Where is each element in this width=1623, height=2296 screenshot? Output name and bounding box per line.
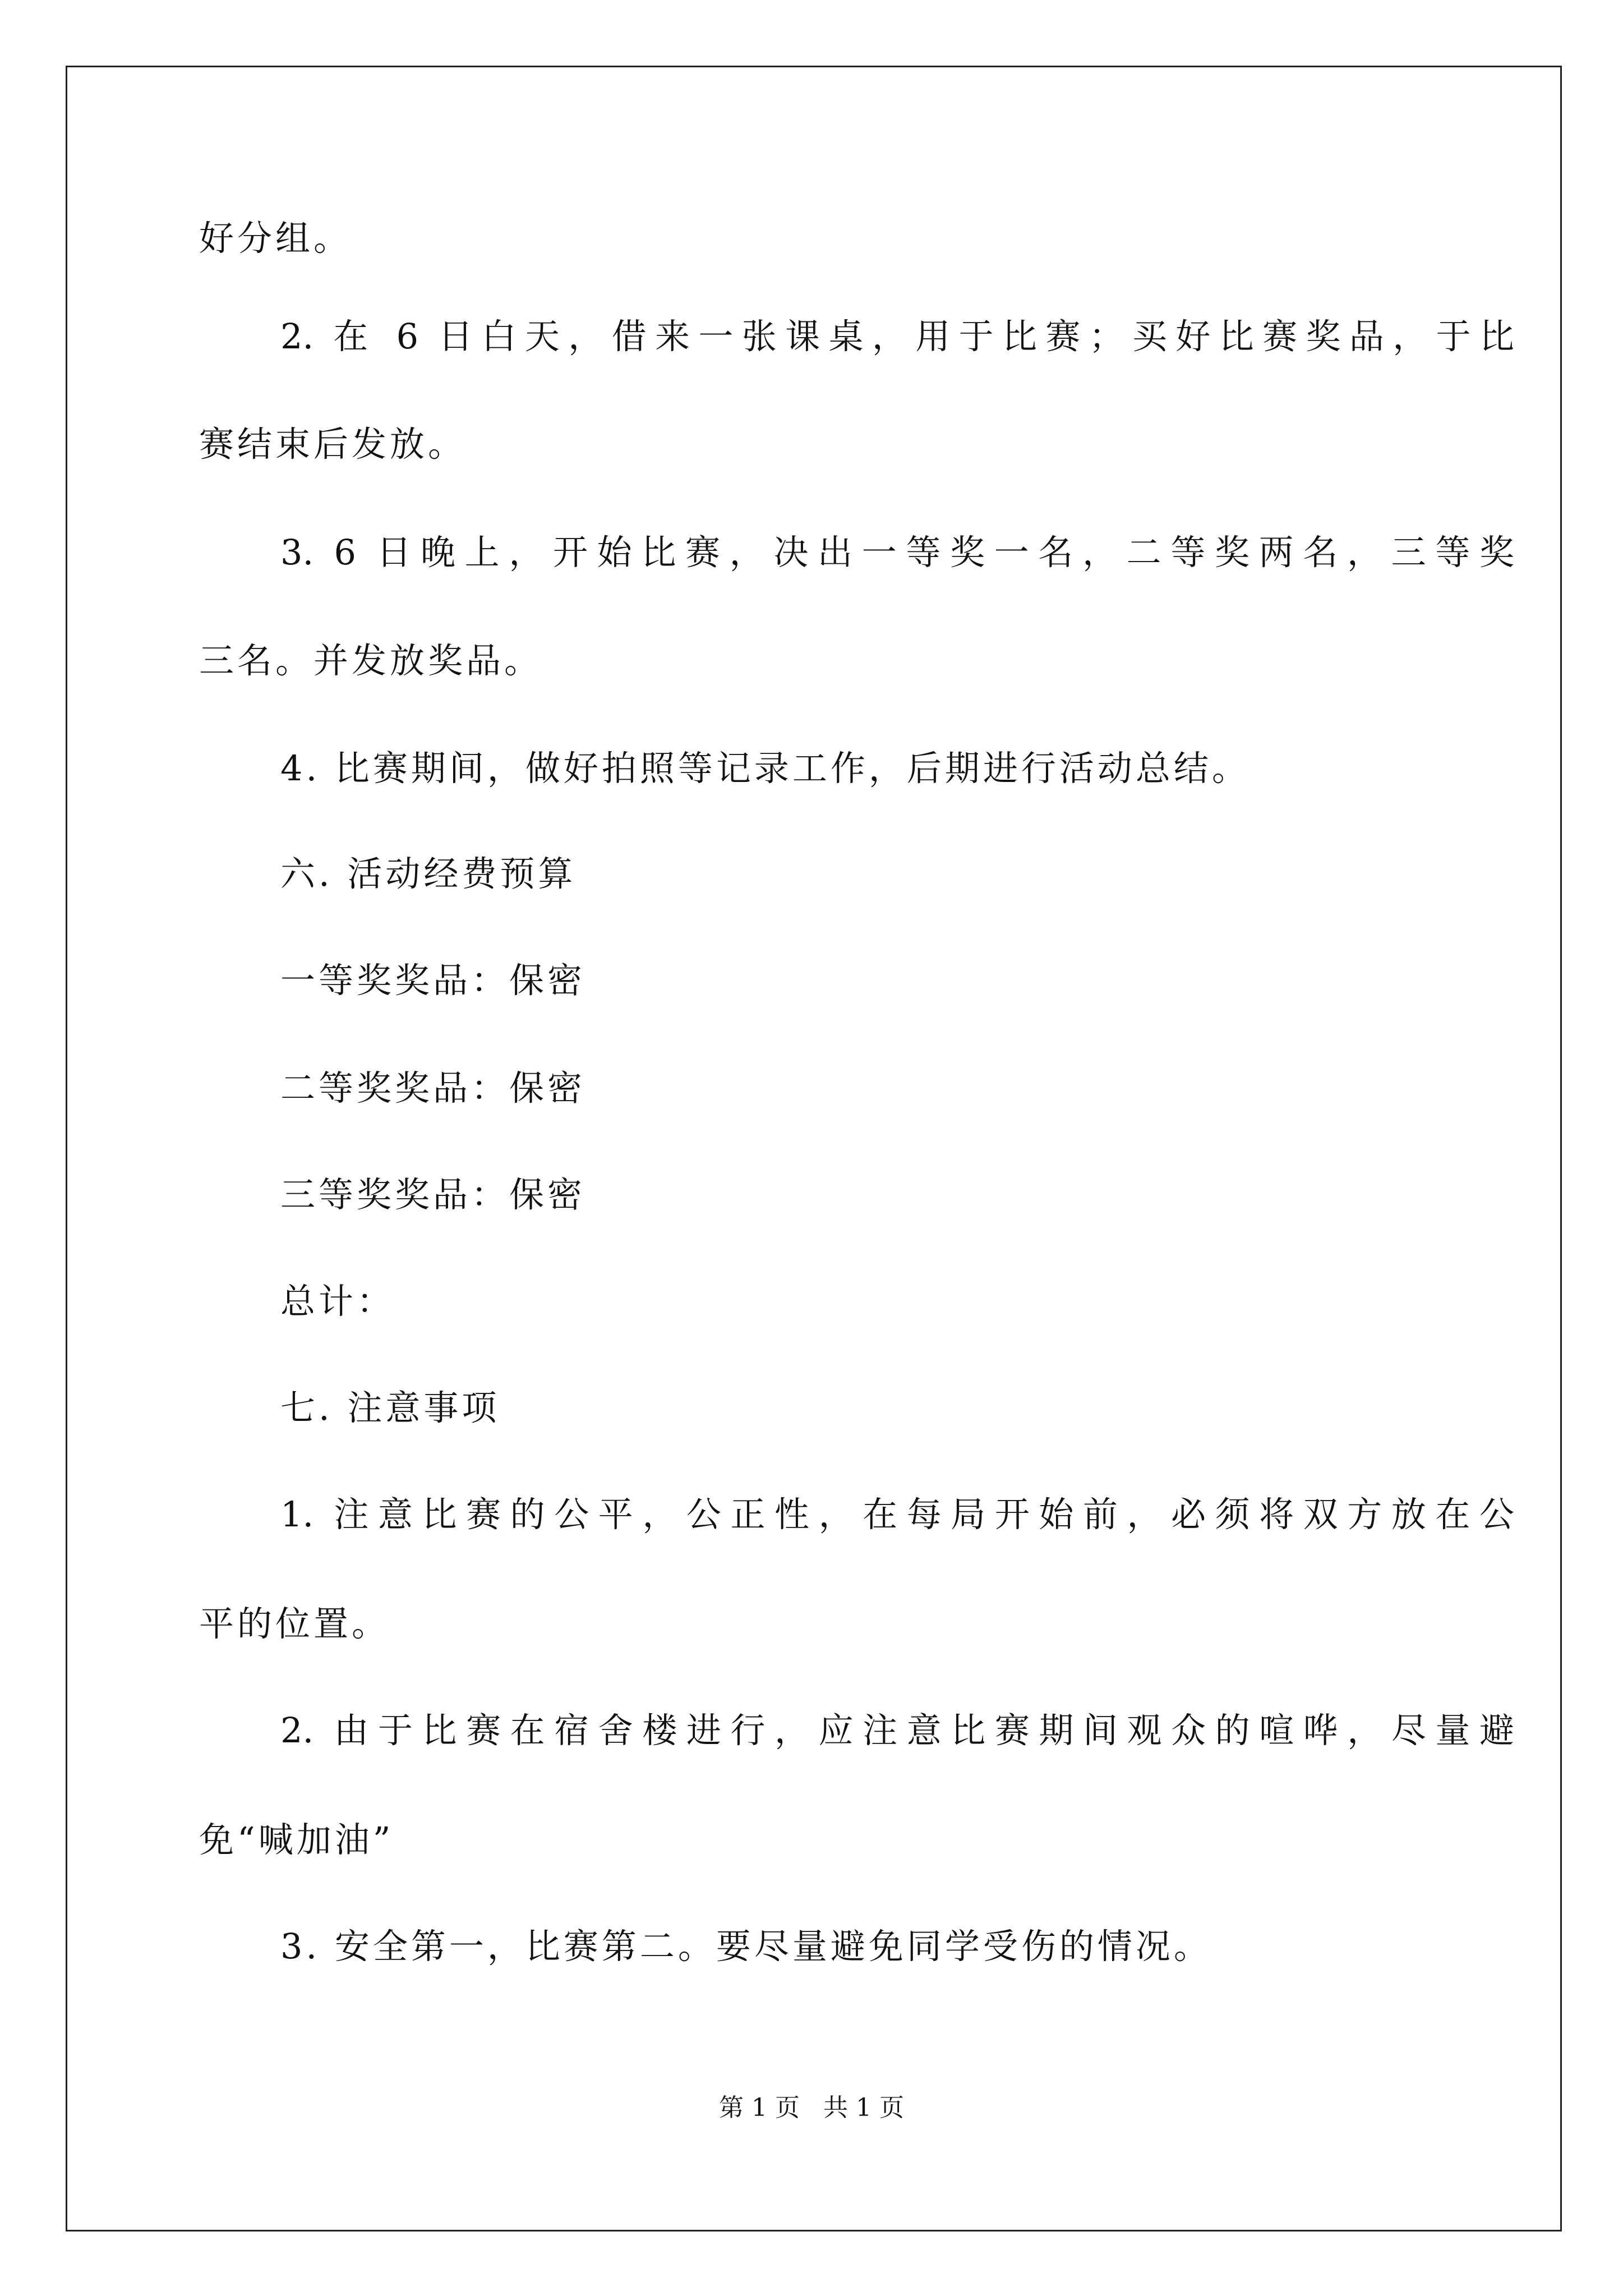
paragraph-line: 平的位置。 [199,1603,390,1644]
section-heading: 七. 注意事项 [280,1387,500,1428]
paragraph-line: 3. 6 日晚上，开始比赛，决出一等奖一名，二等奖两名，三等奖 [280,532,1514,573]
paragraph-line: 赛结束后发放。 [199,424,467,464]
paragraph-line: 三名。并发放奖品。 [199,640,543,681]
page-border [66,66,1562,2231]
budget-item: 二等奖奖品：保密 [280,1068,586,1108]
paragraph-line: 4. 比赛期间，做好拍照等记录工作，后期进行活动总结。 [280,748,1250,789]
paragraph-line: 3. 安全第一，比赛第二。要尽量避免同学受伤的情况。 [280,1926,1212,1967]
page-footer: 第 1 页 共 1 页 [719,2093,904,2122]
paragraph-line: 2. 在 6 日白天，借来一张课桌，用于比赛；买好比赛奖品，于比 [280,316,1514,357]
section-heading: 六. 活动经费预算 [280,853,577,894]
paragraph-line: 1. 注意比赛的公平，公正性，在每局开始前，必须将双方放在公 [280,1494,1514,1535]
paragraph-line: 好分组。 [199,218,352,259]
budget-item: 三等奖奖品：保密 [280,1174,586,1215]
budget-total: 总计： [280,1281,395,1322]
paragraph-line: 2. 由于比赛在宿舍楼进行，应注意比赛期间观众的喧哗，尽量避 [280,1710,1514,1751]
budget-item: 一等奖奖品：保密 [280,960,586,1001]
paragraph-line: 免“喊加油” [199,1819,394,1860]
